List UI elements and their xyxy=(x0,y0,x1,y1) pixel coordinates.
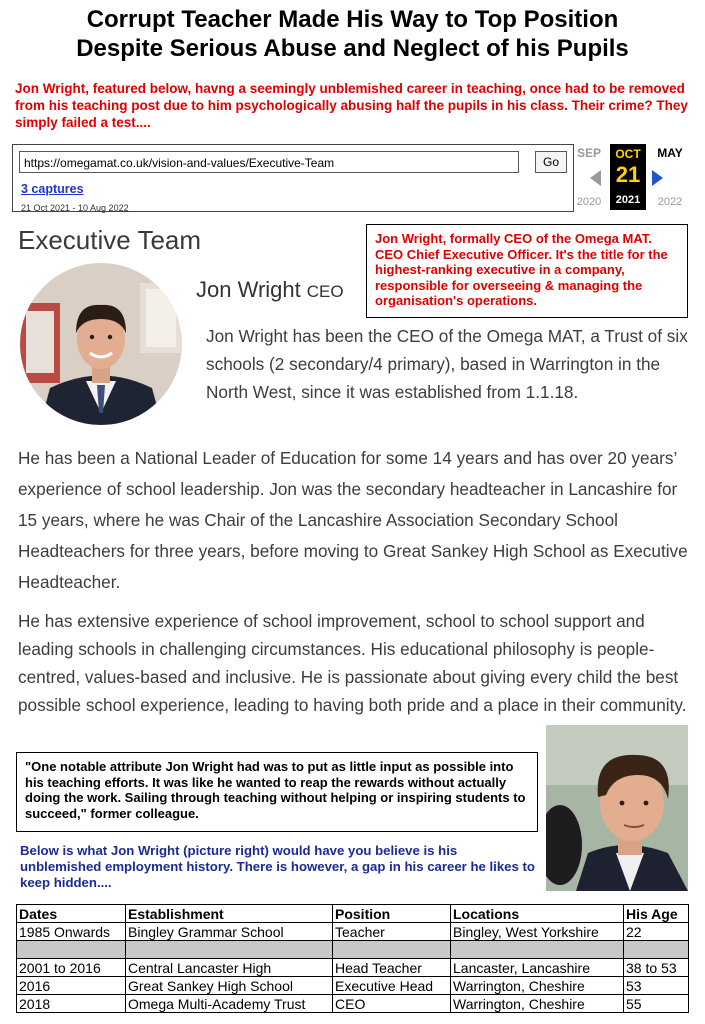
cell-position: Executive Head xyxy=(333,977,451,995)
intro-text: Jon Wright, featured below, havng a seemingly unblemished career in teaching, once had to be removed from his teaching post due to him psychologically abusing half the pupils in his class. Their crime? They simply failed a test.... xyxy=(15,81,688,130)
wayback-frame xyxy=(12,144,574,212)
colleague-quote: "One notable attribute Jon Wright had was to put as little input as possible into his teaching efforts. It was like he wanted to reap the rewards without actually doing the work. Sailing through teaching without helping or inspiring students to succeed," former colleague. xyxy=(16,752,538,832)
cell-date: 1985 Onwards xyxy=(17,923,126,941)
capture-range: 21 Oct 2021 - 10 Aug 2022 xyxy=(21,203,129,213)
table-row xyxy=(17,977,689,995)
cell-position xyxy=(333,941,451,959)
cell-age xyxy=(624,941,689,959)
profile-name: Jon Wright xyxy=(196,277,301,302)
profile-role: CEO xyxy=(306,282,344,301)
cell-establishment: Great Sankey High School xyxy=(126,977,333,995)
url-input[interactable]: https://omegamat.co.uk/vision-and-values/Executive-Team xyxy=(19,151,519,173)
current-day: 21 xyxy=(615,162,641,187)
cell-date xyxy=(17,941,126,959)
current-capture xyxy=(610,144,646,210)
cell-age: 55 xyxy=(624,995,689,1013)
next-month[interactable]: MAY xyxy=(657,146,683,160)
history-intro: Below is what Jon Wright (picture right) would have you believe is his unblemished employment history. There is however, a gap in his career he likes to keep hidden.... xyxy=(20,843,535,890)
header-position: Position xyxy=(333,905,451,923)
next-year: 2022 xyxy=(657,196,683,208)
cell-age: 38 to 53 xyxy=(624,959,689,977)
cell-position: Head Teacher xyxy=(333,959,451,977)
headline xyxy=(0,5,705,63)
cell-age: 22 xyxy=(624,923,689,941)
cell-establishment: Central Lancaster High xyxy=(126,959,333,977)
captures-link[interactable]: 3 captures xyxy=(21,182,84,196)
cell-establishment: Bingley Grammar School xyxy=(126,923,333,941)
header-dates: Dates xyxy=(17,905,126,923)
cell-position: Teacher xyxy=(333,923,451,941)
cell-date: 2001 to 2016 xyxy=(17,959,126,977)
table-row xyxy=(17,923,689,941)
section-title: Executive Team xyxy=(18,225,202,255)
cell-date: 2016 xyxy=(17,977,126,995)
cell-establishment xyxy=(126,941,333,959)
current-year: 2021 xyxy=(615,194,641,206)
cell-age: 53 xyxy=(624,977,689,995)
bio-paragraph-2: He has been a National Leader of Education for some 14 years and has over 20 years’ experience of school leadership. Jon was the secondary headteacher in Lancashire for 15 years, where he was Chair of the Lancashire Association Secondary School Headteachers for three years, before moving to Great Sankey High School as Executive Headteacher. xyxy=(18,448,688,592)
portrait-photo xyxy=(20,263,182,425)
go-button[interactable]: Go xyxy=(535,151,567,173)
profile-photo-right xyxy=(546,725,688,891)
cell-position: CEO xyxy=(333,995,451,1013)
employment-history-table xyxy=(16,904,689,1013)
cell-location: Lancaster, Lancashire xyxy=(451,959,624,977)
header-establishment: Establishment xyxy=(126,905,333,923)
prev-year: 2020 xyxy=(576,196,602,208)
prev-month[interactable]: SEP xyxy=(576,146,601,160)
bio-paragraph-1: Jon Wright has been the CEO of the Omega MAT, a Trust of six schools (2 secondary/4 primary), based in Warrington in the North West, since it was established from 1.1.18. xyxy=(206,326,688,402)
cell-location xyxy=(451,941,624,959)
table-header-row xyxy=(17,905,689,923)
ceo-note: Jon Wright, formally CEO of the Omega MAT. CEO Chief Executive Officer. It's the title for the highest-ranking executive in a company, responsible for overseeing & managing the organisation's operations. xyxy=(366,224,688,318)
profile-name-line xyxy=(196,277,344,303)
bio-paragraph-3: He has extensive experience of school improvement, school to school support and leading schools in challenging circumstances. His educational philosophy is people-centred, values-based and inclusive. He is passionate about giving every child the best possible school experience, leading to having both pride and a place in their community. xyxy=(18,611,687,715)
cell-location: Warrington, Cheshire xyxy=(451,995,624,1013)
next-capture-arrow-icon[interactable] xyxy=(652,170,663,186)
headline-line-2: Despite Serious Abuse and Neglect of his Pupils xyxy=(76,35,629,62)
wayback-toolbar xyxy=(12,142,697,214)
headline-line-1: Corrupt Teacher Made His Way to Top Position xyxy=(86,6,619,33)
table-row-gap xyxy=(17,941,689,959)
table-row xyxy=(17,995,689,1013)
current-month: OCT xyxy=(615,147,641,161)
cell-date: 2018 xyxy=(17,995,126,1013)
header-age: His Age xyxy=(624,905,689,923)
prev-capture-arrow-icon[interactable] xyxy=(590,170,601,186)
table-row xyxy=(17,959,689,977)
header-locations: Locations xyxy=(451,905,624,923)
cell-location: Warrington, Cheshire xyxy=(451,977,624,995)
cell-establishment: Omega Multi-Academy Trust xyxy=(126,995,333,1013)
cell-location: Bingley, West Yorkshire xyxy=(451,923,624,941)
